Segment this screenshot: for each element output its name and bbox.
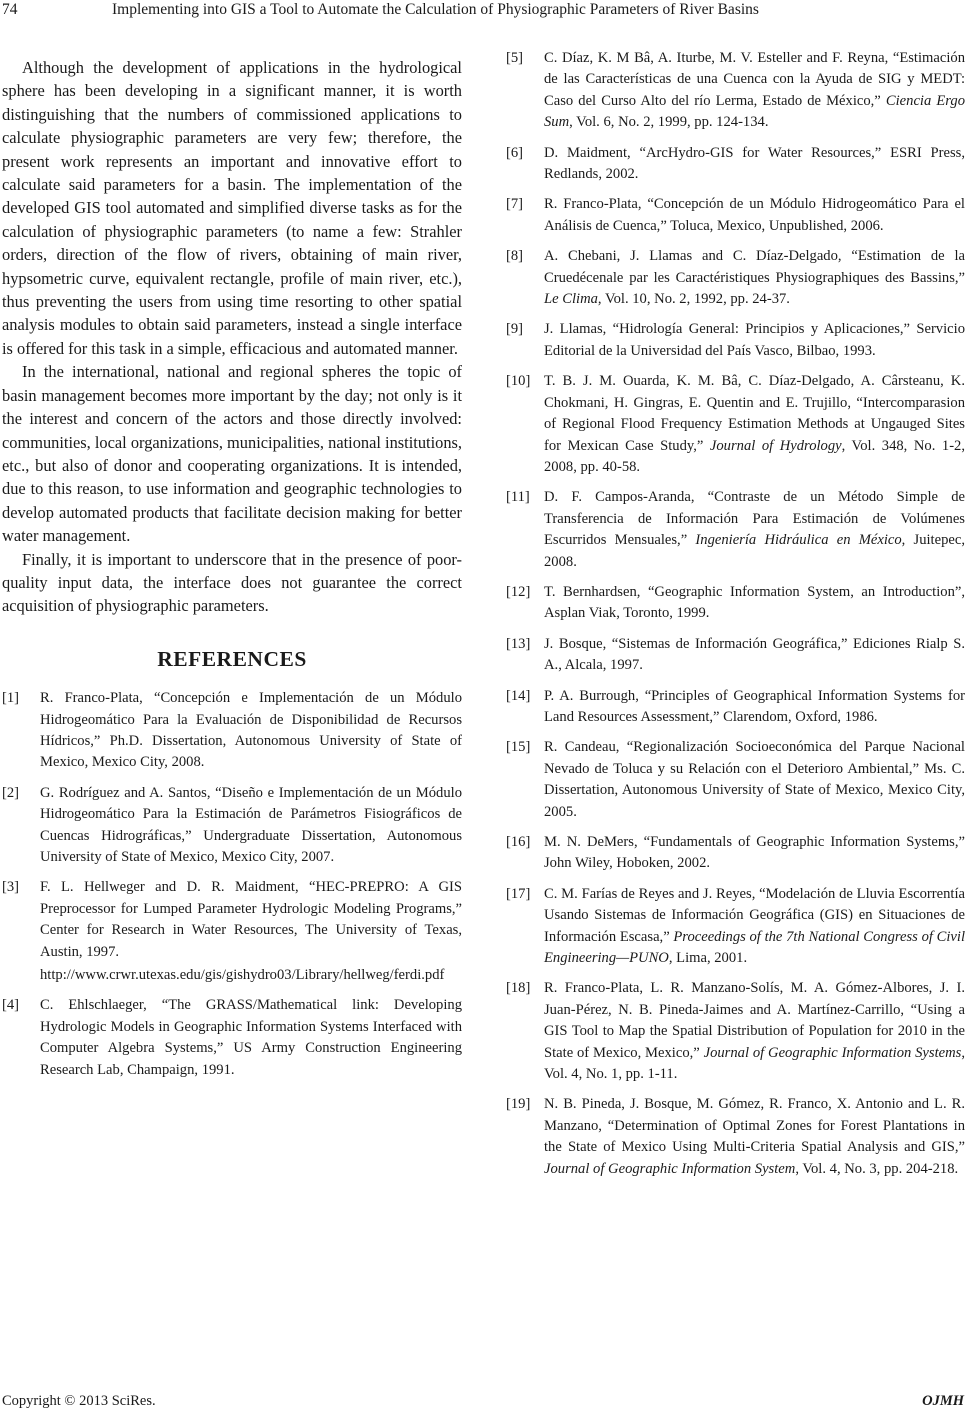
reference-item: [2, 783, 462, 869]
reference-citation: J. Bosque, “Sistemas de Información Geográfica,” Ediciones Rialp S. A., Alcala, 1997.: [544, 635, 965, 674]
reference-details: , Lima, 2001.: [668, 950, 748, 967]
reference-item: [506, 194, 965, 237]
reference-citation: M. N. DeMers, “Fundamentals of Geographic Information Systems,” John Wiley, Hoboken, 2002.: [544, 834, 965, 872]
reference-source-title: Ingeniería Hidráulica en México: [695, 532, 902, 549]
reference-citation: T. Bernhardsen, “Geographic Information System, an Introduction”, Asplan Viak, Toronto, 1999.: [544, 583, 965, 622]
reference-text: [544, 143, 965, 186]
reference-details: , Juitepec, 2008.: [544, 532, 965, 570]
right-column: [506, 48, 965, 1189]
reference-citation: R. Candeau, “Regionalización Socioeconómica del Parque Nacional Nevado de Toluca y su Relación con el Deterioro Ambiental,” Ms. C. Dissertation, Autonomous University of State of Mexico, Mexico City, 2005.: [544, 739, 965, 820]
reference-text: [40, 995, 462, 1081]
reference-text: [544, 978, 965, 1085]
reference-text: [544, 737, 965, 823]
reference-item: [506, 371, 965, 478]
reference-number: [4]: [2, 997, 20, 1014]
reference-source-title: Journal of Hydrology: [709, 437, 842, 454]
reference-list-right: [506, 48, 965, 1180]
reference-source-title: Ciencia Ergo Sum: [544, 92, 965, 131]
reference-text: [544, 371, 965, 478]
reference-text: [544, 634, 965, 677]
reference-details: , Vol. 4, No. 3, pp. 204-218.: [795, 1160, 959, 1177]
reference-number: [14]: [506, 687, 531, 704]
reference-number: [15]: [506, 739, 531, 756]
reference-citation: C. Díaz, K. M Bâ, A. Iturbe, M. V. Esteller and F. Reyna, “Estimación de las Características de una Cuenca con la Ayuda de SIG y MEDT: Caso del Curso Alto del río Lerma, Estado de México,”: [544, 50, 965, 109]
reference-source-title: Journal of Geographic Information System: [544, 1160, 796, 1177]
reference-text: [40, 688, 462, 774]
body-paragraph-1: Although the development of applications in the hydrological sphere has been developing in a significant manner, it is worth distinguishing that the numbers of commissioned applications to calculate physiographic parameters are very few; therefore, the present work represents an important and innovative effort to calculate said parameters for a basin. The implementation of the developed GIS tool automated and simplified diverse tasks as for the calculation of physiographic parameters (to name a few: Strahler orders, direction of the flow of rivers, obtaining of main river, hypsometric curve, equivalent rectangle, profile of main river, etc.), thus preventing the users from using time resorting to other spatial analysis modules to obtain said parameters, instead a single interface is offered for this task in a simple, efficacious and automated manner.: [2, 58, 462, 358]
reference-text: [544, 194, 965, 237]
copyright-notice: Copyright © 2013 SciRes.: [2, 1393, 156, 1409]
reference-number: [10]: [506, 373, 531, 390]
reference-number: [7]: [506, 196, 524, 213]
reference-details: , Vol. 6, No. 2, 1999, pp. 124-134.: [569, 114, 769, 131]
reference-text: [544, 582, 965, 625]
reference-number: [2]: [2, 784, 20, 801]
page-number: 74: [2, 1, 18, 18]
reference-citation: C. M. Farías de Reyes and J. Reyes, “Modelación de Lluvia Escorrentía Usando Sistemas de Información Geográfica (GIS) en Situaciones de Información Escasa,”: [544, 885, 965, 945]
reference-number: [1]: [2, 690, 20, 707]
reference-item: [2, 995, 462, 1081]
reference-text: [544, 1094, 965, 1180]
reference-number: [18]: [506, 980, 531, 997]
reference-number: [8]: [506, 248, 524, 265]
journal-abbreviation: OJMH: [922, 1393, 964, 1409]
reference-text: [544, 686, 965, 729]
reference-item: [506, 487, 965, 573]
reference-citation: A. Chebani, J. Llamas and C. Díaz-Delgado, “Estimation de la Cruedécenale par les Caractéristiques Physiographiques des Bassins,”: [544, 248, 965, 286]
reference-citation: T. B. J. M. Ouarda, K. M. Bâ, C. Díaz-Delgado, A. Cârsteanu, K. Chokmani, H. Gingras, E. Quentin and E. Trujillo, “Intercomparasion of Regional Flood Frequency Estimation Methods at Ungauged Sites for Mexican Case Study,”: [544, 373, 965, 454]
reference-citation: G. Rodríguez and A. Santos, “Diseño e Implementación de un Módulo Hidrogeomático Para la Estimación de Parámetros Fisiográficos de Cuencas Hidrográficas,” Undergraduate Dissertation, Autonomous University of State of Mexico, Mexico City, 2007.: [40, 784, 462, 865]
reference-citation: R. Franco-Plata, “Concepción e Implementación de un Módulo Hidrogeomático Para la Evaluación de Disponibilidad de Recursos Hídricos,” Ph.D. Dissertation, Autonomous University of State of Mexico, Mexico City, 2008.: [40, 690, 462, 771]
reference-item: [506, 634, 965, 677]
body-paragraph-2: In the international, national and regional spheres the topic of basin management becomes more important by the day; not only is it the interest and concern of the actors and those directly involved: communities, local organizations, municipalities, national institutions, etc., but also of donor and cooperating organizations. It is intended, due to this reason, to use information and geographic technologies to develop automated products that facilitate decision making for better water management.: [2, 362, 462, 546]
reference-number: [17]: [506, 885, 531, 902]
reference-text: [544, 246, 965, 310]
reference-citation: R. Franco-Plata, “Concepción de un Módulo Hidrogeomático Para el Análisis de Cuenca,” Toluca, Mexico, Unpublished, 2006.: [544, 196, 965, 234]
reference-citation: P. A. Burrough, “Principles of Geographical Information Systems for Land Resources Assessment,” Clarendom, Oxford, 1986.: [544, 687, 965, 725]
reference-text: [544, 48, 965, 134]
reference-item: [2, 877, 462, 986]
references-heading: REFERENCES: [157, 646, 307, 671]
reference-text: [40, 783, 462, 869]
reference-number: [9]: [506, 321, 524, 338]
reference-item: [506, 143, 965, 186]
reference-item: [506, 319, 965, 362]
reference-source-title: Le Clima: [544, 291, 598, 308]
reference-text: [544, 319, 965, 362]
reference-citation: J. Llamas, “Hidrología General: Principios y Aplicaciones,” Servicio Editorial de la Universidad del País Vasco, Bilbao, 1993.: [544, 321, 965, 359]
reference-details: , Vol. 4, No. 1, pp. 1-11.: [544, 1044, 965, 1083]
body-paragraph-3: Finally, it is important to underscore that in the presence of poor-quality input data, the interface does not guarantee the correct acquisition of physiographic parameters.: [2, 549, 462, 616]
reference-number: [6]: [506, 144, 524, 161]
running-title: Implementing into GIS a Tool to Automate the Calculation of Physiographic Parameters of River Basins: [112, 1, 759, 18]
reference-number: [3]: [2, 879, 20, 896]
page-header: [0, 0, 966, 22]
reference-text: [40, 877, 462, 986]
reference-details: , Vol. 10, No. 2, 1992, pp. 24-37.: [597, 291, 790, 308]
reference-item: [2, 688, 462, 774]
reference-citation: R. Franco-Plata, L. R. Manzano-Solís, M. A. Gómez-Albores, J. I. Juan-Pérez, N. B. Pineda-Jaimes and A. Martínez-Carrillo, “Using a GIS Tool to Map the Spatial Distribution of Population for 2010 in the State of Mexico, Mexico,”: [544, 980, 965, 1061]
reference-item: [506, 686, 965, 729]
reference-citation: C. Ehlschlaeger, “The GRASS/Mathematical link: Developing Hydrologic Models in Geographic Information Systems Interfaced with Computer Algebra Systems,” US Army Construction Engineering Research Lab, Champaign, 1991.: [40, 997, 462, 1078]
reference-list-left: [2, 688, 462, 1081]
reference-item: [506, 832, 965, 875]
reference-text: [544, 832, 965, 875]
reference-number: [13]: [506, 635, 531, 652]
reference-item: [506, 1094, 965, 1180]
reference-item: [506, 737, 965, 823]
reference-citation: D. Maidment, “ArcHydro-GIS for Water Resources,” ESRI Press, Redlands, 2002.: [544, 144, 965, 183]
reference-item: [506, 884, 965, 970]
left-column: [2, 56, 462, 1090]
reference-citation: D. F. Campos-Aranda, “Contraste de un Método Simple de Transferencia de Información Para Estimación de Volúmenes Escurridos Mensuales,”: [544, 489, 965, 549]
reference-number: [19]: [506, 1096, 531, 1113]
reference-number: [11]: [506, 489, 530, 506]
reference-number: [5]: [506, 50, 524, 66]
reference-citation: F. L. Hellweger and D. R. Maidment, “HEC-PREPRO: A GIS Preprocessor for Lumped Parameter Hydrologic Modeling Programs,” Center for Research in Water Resources, The University of Texas, Austin, 1997.: [40, 879, 462, 960]
reference-item: [506, 582, 965, 625]
reference-number: [12]: [506, 583, 531, 600]
reference-details: , Vol. 348, No. 1-2, 2008, pp. 40-58.: [544, 437, 965, 475]
reference-url: http://www.crwr.utexas.edu/gis/gishydro03/Library/hellweg/ferdi.pdf: [40, 967, 445, 984]
reference-item: [506, 978, 965, 1085]
reference-citation: N. B. Pineda, J. Bosque, M. Gómez, R. Franco, X. Antonio and L. R. Manzano, “Determination of Optimal Zones for Forest Plantations in the State of Mexico Using Multi-Criteria Spatial Analysis and GIS,”: [544, 1096, 965, 1156]
reference-item: [506, 246, 965, 310]
reference-item: [506, 48, 965, 134]
reference-text: [544, 884, 965, 970]
reference-text: [544, 487, 965, 573]
reference-source-title: Proceedings of the 7th National Congress of Civil Engineering—PUNO: [544, 928, 965, 967]
reference-source-title: Journal of Geographic Information Systems: [703, 1044, 962, 1061]
reference-number: [16]: [506, 834, 531, 850]
